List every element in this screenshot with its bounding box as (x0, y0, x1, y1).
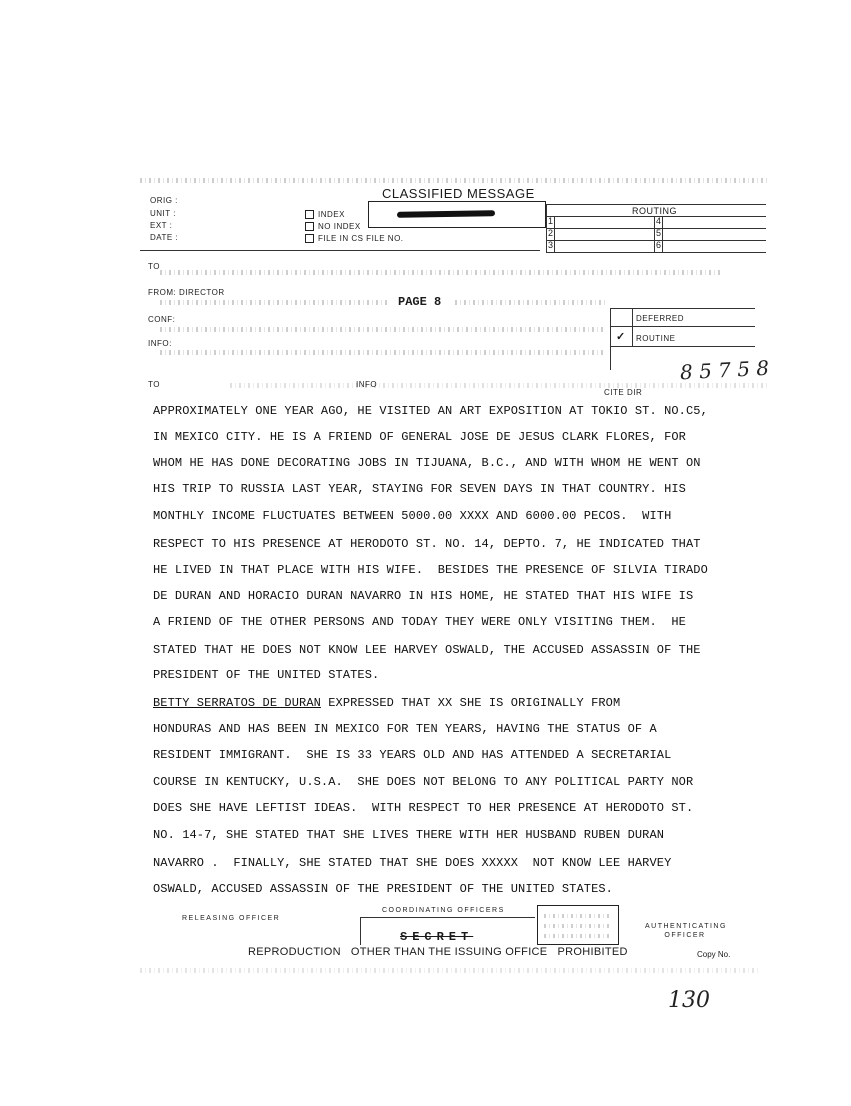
coordinating-left-line (360, 917, 361, 945)
from-label: FROM: DIRECTOR (148, 288, 225, 297)
body-line: STATED THAT HE DOES NOT KNOW LEE HARVEY OSWALD, THE ACCUSED ASSASSIN OF THE (153, 643, 701, 657)
authentication-stamp-box (537, 905, 619, 945)
body-line: DOES SHE HAVE LEFTIST IDEAS. WITH RESPECT TO HER PRESENCE AT HERODOTO ST. (153, 801, 694, 815)
stamp-text-noise (544, 924, 610, 928)
scan-noise (160, 270, 720, 275)
body-line: HIS TRIP TO RUSSIA LAST YEAR, STAYING FOR SEVEN DAYS IN THAT COUNTRY. HIS (153, 482, 686, 496)
scan-noise (140, 178, 770, 183)
page-number: 130 (668, 988, 710, 1013)
to2-label: TO (148, 380, 160, 389)
no-index-checkbox (305, 222, 314, 231)
scan-noise (140, 968, 760, 973)
routing-line (546, 252, 766, 253)
releasing-officer-label: RELEASING OFFICER (182, 915, 281, 922)
index-checkbox (305, 210, 314, 219)
routing-col-line (654, 216, 655, 252)
scan-noise (455, 300, 605, 305)
body-line: APPROXIMATELY ONE YEAR AGO, HE VISITED AN ART EXPOSITION AT TOKIO ST. NO.C5, (153, 404, 708, 418)
coordinating-officers-label: COORDINATING OFFICERS (382, 907, 505, 914)
paragraph-2-first-line (153, 696, 620, 710)
no-index-option (305, 222, 361, 231)
deferred-label: DEFERRED (636, 314, 685, 323)
file-option (305, 234, 404, 243)
orig-label: ORIG : (150, 196, 178, 205)
routine-check-mark: ✓ (616, 331, 626, 343)
body-line: MONTHLY INCOME FLUCTUATES BETWEEN 5000.00 XXXX AND 6000.00 PECOS. WITH (153, 509, 672, 523)
precedence-line (610, 346, 755, 347)
body-line: RESIDENT IMMIGRANT. SHE IS 33 YEARS OLD AND HAS ATTENDED A SECRETARIAL (153, 748, 672, 762)
scan-noise (160, 350, 605, 355)
copy-number-label: Copy No. (697, 950, 731, 959)
info-label: INFO: (148, 339, 172, 348)
routing-top-line (546, 204, 766, 205)
precedence-left-line (610, 308, 611, 370)
to-label: TO (148, 262, 160, 271)
routing-col-line (554, 216, 555, 252)
secret-stamp: SECRET (400, 930, 474, 944)
unit-label: UNIT : (150, 209, 176, 218)
routing-col-line (662, 216, 663, 252)
routine-label: ROUTINE (636, 334, 676, 343)
routing-number: 3 (548, 240, 554, 250)
body-line: A FRIEND OF THE OTHER PERSONS AND TODAY THEY WERE ONLY VISITING THEM. HE (153, 615, 686, 629)
routing-number: 4 (656, 216, 662, 226)
body-line: WHOM HE HAS DONE DECORATING JOBS IN TIJUANA, B.C., AND WITH WHOM HE WENT ON (153, 456, 701, 470)
body-line: HE LIVED IN THAT PLACE WITH HIS WIFE. BESIDES THE PRESENCE OF SILVIA TIRADO (153, 563, 708, 577)
classification-box (368, 201, 546, 228)
scan-noise (160, 327, 605, 332)
routing-label: ROUTING (632, 206, 677, 216)
body-line: NAVARRO . FINALLY, SHE STATED THAT SHE DOES XXXXX NOT KNOW LEE HARVEY (153, 856, 672, 870)
stamp-text-noise (544, 914, 610, 918)
paragraph-2-first-rest: EXPRESSED THAT XX SHE IS ORIGINALLY FROM (320, 696, 621, 710)
index-option (305, 210, 345, 219)
stamp-text-noise (544, 934, 610, 938)
body-line: RESPECT TO HIS PRESENCE AT HERODOTO ST. NO. 14, DEPTO. 7, HE INDICATED THAT (153, 537, 701, 551)
ext-label: EXT : (150, 221, 173, 230)
handwritten-reference: 8 5 7 5 8 (679, 355, 770, 385)
coordinating-line (360, 917, 535, 918)
body-line: IN MEXICO CITY. HE IS A FRIEND OF GENERAL JOSE DE JESUS CLARK FLORES, FOR (153, 430, 686, 444)
scan-noise (230, 383, 770, 388)
header-divider (140, 250, 540, 251)
date-label: DATE : (150, 233, 179, 242)
routing-left-line (546, 204, 547, 252)
body-line: PRESIDENT OF THE UNITED STATES. (153, 668, 380, 682)
no-index-option-label: NO INDEX (318, 222, 361, 231)
page-label: PAGE 8 (398, 295, 442, 309)
reproduction-notice: REPRODUCTION OTHER THAN THE ISSUING OFFICE PROHIBITED (248, 946, 628, 958)
redaction-mark (397, 210, 495, 218)
file-checkbox (305, 234, 314, 243)
index-option-label: INDEX (318, 210, 345, 219)
body-line: DE DURAN AND HORACIO DURAN NAVARRO IN HIS HOME, HE STATED THAT HIS WIFE IS (153, 589, 694, 603)
precedence-col-line (632, 308, 633, 346)
file-option-label: FILE IN CS FILE NO. (318, 234, 404, 243)
body-line: NO. 14-7, SHE STATED THAT SHE LIVES THERE WITH HER HUSBAND RUBEN DURAN (153, 828, 665, 842)
routing-number: 5 (656, 228, 662, 238)
subject-name: BETTY SERRATOS DE DURAN (153, 696, 321, 710)
form-title: CLASSIFIED MESSAGE (382, 186, 535, 201)
routing-number: 2 (548, 228, 554, 238)
cite-label: CITE DIR (604, 388, 643, 397)
routing-number: 1 (548, 216, 554, 226)
body-line: COURSE IN KENTUCKY, U.S.A. SHE DOES NOT BELONG TO ANY POLITICAL PARTY NOR (153, 775, 694, 789)
authenticating-officer-label: AUTHENTICATING OFFICER (645, 923, 727, 939)
info2-label: INFO (356, 380, 378, 389)
body-line: HONDURAS AND HAS BEEN IN MEXICO FOR TEN YEARS, HAVING THE STATUS OF A (153, 722, 657, 736)
routing-number: 6 (656, 240, 662, 250)
scan-noise (160, 300, 390, 305)
conf-label: CONF: (148, 315, 176, 324)
body-line: OSWALD, ACCUSED ASSASSIN OF THE PRESIDENT OF THE UNITED STATES. (153, 882, 613, 896)
